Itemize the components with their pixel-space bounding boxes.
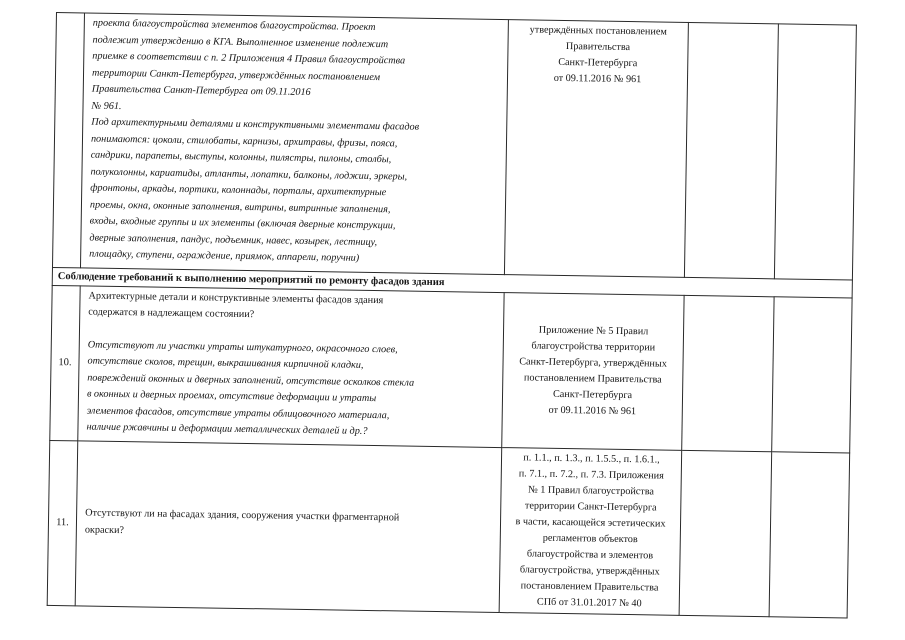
text-line: Отсутствуют ли на фасадах здания, сооружения участки фрагментарной (85, 507, 400, 524)
norm-line: благоустройства, утверждённых (519, 563, 660, 578)
text-line: подлежит утверждению в КГА. Выполненное изменение подлежит (92, 34, 389, 50)
norm-line: регламентов объектов (542, 532, 638, 545)
cell-answer-empty (679, 450, 772, 616)
text-line: дверные заполнения, пандус, подъемник, навес, козырек, лестницу, (89, 232, 378, 248)
cell-number-empty (52, 13, 84, 268)
text-line: № 961. (91, 100, 122, 112)
norm-line: благоустройства и элементов (526, 547, 654, 561)
cell-norm-continued (504, 20, 688, 277)
norm-line: Санкт-Петербурга (558, 56, 638, 70)
norm-line: в части, касающейся эстетических (515, 515, 666, 530)
norm-line: Приложение № 5 Правил (538, 324, 649, 337)
norm-line: Санкт-Петербурга (552, 388, 633, 401)
inspection-table (47, 12, 857, 618)
row-number: 10. (50, 285, 80, 440)
cell-answer-empty (682, 295, 774, 451)
text-line: полуколонны, кариатиды, атланты, лопатки, балконы, лоджии, эркеры, (90, 166, 408, 183)
text-line: приемке в соответствии с п. 2 Приложения 4 Правил благоустройства (92, 50, 406, 67)
text-line: содержатся в надлежащем состоянии? (88, 306, 255, 321)
cell-note-empty (769, 451, 850, 617)
norm-line: от 09.11.2016 № 961 (553, 72, 642, 86)
text-line: наличие ржавчины и деформации металлических деталей и др.? (86, 421, 368, 437)
section-title: Соблюдение требований к выполнению мероприятий по ремонту фасадов здания (52, 267, 852, 298)
text-line: Под архитектурными деталями и конструктивными элементами фасадов (91, 116, 420, 133)
norm-line: Санкт-Петербурга, утверждённых (519, 355, 667, 370)
text-line: отсутствие сколов, трещин, выкрашивания кирпичной кладки, (87, 355, 364, 371)
cell-norm-11 (499, 447, 682, 615)
question-detail (86, 337, 498, 442)
text-line: фронтоны, аркады, портики, колоннады, порталы, архитектурные (90, 182, 387, 199)
rotated-scan (47, 12, 856, 624)
text-line: Архитектурные детали и конструктивные элементы фасадов здания (88, 290, 384, 306)
cell-question-continued (80, 13, 508, 274)
text-line: в оконных и дверных проемах, отсутствие деформации и утраты (86, 388, 377, 405)
cell-answer-empty (684, 22, 778, 278)
cell-note-empty (774, 24, 856, 280)
norm-line: СПб от 31.01.2017 № 40 (536, 596, 642, 609)
norm-line: от 09.11.2016 № 961 (548, 404, 637, 417)
table-row-11 (47, 440, 849, 618)
norm-line: благоустройства территории (531, 340, 656, 353)
text-line: сандрики, парапеты, выступы, колонны, пилястры, пилоны, столбы, (90, 149, 392, 166)
text-line: элементов фасадов, отсутствие утраты облицовочного материала, (86, 405, 390, 421)
text-line: Отсутствуют ли участки утраты штукатурного, окрасочного слоев, (87, 339, 398, 355)
norm-line: п. 1.1., п. 1.3., п. 1.5.5., п. 1.6.1., (523, 451, 660, 466)
text-line: площадку, ступени, ограждение, приямок, аппарели, поручни) (89, 248, 360, 264)
text-line: проекта благоустройства элементов благоустройства. Проект (92, 17, 376, 34)
text-line: Правительства Санкт-Петербурга от 09.11.2016 (91, 83, 311, 99)
cell-norm-10 (502, 292, 684, 450)
text-line: повреждений оконных и дверных заполнений, отсутствие осколков стекла (87, 372, 415, 389)
text-line: входы, входные группы и их элементы (включая дверные конструкции, (89, 215, 396, 232)
norm-line: п. 7.1., п. 7.2., п. 7.3. Приложения (518, 467, 664, 482)
norm-line: постановлением Правительства (523, 371, 662, 386)
table-row-continued (52, 13, 856, 280)
cell-note-empty (772, 296, 852, 452)
text-line: окраски? (84, 524, 125, 536)
norm-line: № 1 Правил благоустройства (527, 483, 655, 497)
norm-line: Правительства (565, 41, 631, 54)
table-row-10 (50, 285, 852, 453)
norm-line: утверждённых постановлением (529, 24, 667, 38)
row-number: 11. (47, 440, 78, 605)
text-line: понимаются: цоколи, стилобаты, карнизы, архитравы, фризы, пояса, (90, 133, 398, 149)
norm-line: территории Санкт-Петербурга (524, 499, 657, 513)
norm-line: постановлением Правительства (520, 579, 659, 594)
text-line: территории Санкт-Петербурга, утверждённых постановлением (91, 67, 381, 83)
text-line: проемы, окна, оконные заполнения, витрины, витринные заполнения, (89, 199, 391, 215)
cell-question-11 (75, 440, 502, 612)
cell-question-10 (78, 285, 504, 447)
